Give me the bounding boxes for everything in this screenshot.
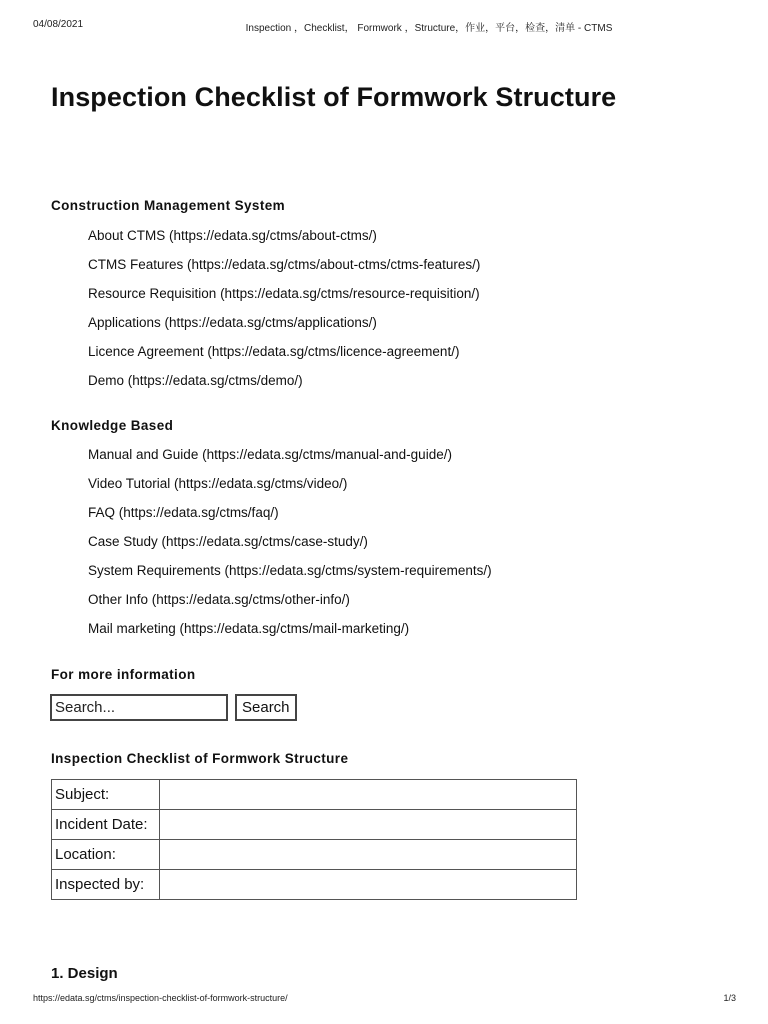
link-mail-marketing[interactable]: Mail marketing (https://edata.sg/ctms/mail-marketing/) [88, 621, 410, 636]
cms-link-list [88, 221, 480, 395]
link-licence-agreement[interactable]: Licence Agreement (https://edata.sg/ctms/licence-agreement/) [88, 344, 460, 359]
table-row [52, 870, 577, 900]
link-other-info[interactable]: Other Info (https://edata.sg/ctms/other-info/) [88, 592, 350, 607]
link-applications[interactable]: Applications (https://edata.sg/ctms/applications/) [88, 315, 377, 330]
search-input[interactable] [50, 694, 228, 721]
header-doc-title: Inspection ，Checklist， Formwork ，Structure，作业，平台，检查，清单 - CTMS [245, 23, 613, 34]
link-resource-requisition[interactable]: Resource Requisition (https://edata.sg/ctms/resource-requisition/) [88, 286, 480, 301]
table-row [52, 840, 577, 870]
link-faq[interactable]: FAQ (https://edata.sg/ctms/faq/) [88, 505, 279, 520]
link-manual-and-guide[interactable]: Manual and Guide (https://edata.sg/ctms/manual-and-guide/) [88, 447, 452, 462]
link-case-study[interactable]: Case Study (https://edata.sg/ctms/case-study/) [88, 534, 368, 549]
section-heading-knowledge: Knowledge Based [51, 418, 174, 433]
row-label-incident-date: Incident Date: [52, 810, 160, 840]
row-value-incident-date[interactable] [160, 810, 577, 840]
row-value-subject[interactable] [160, 780, 577, 810]
header-date: 04/08/2021 [33, 19, 84, 30]
row-label-location: Location: [52, 840, 160, 870]
table-row [52, 780, 577, 810]
row-label-subject: Subject: [52, 780, 160, 810]
table-row [52, 810, 577, 840]
row-value-inspected-by[interactable] [160, 870, 577, 900]
section-heading-checklist: Inspection Checklist of Formwork Structure [51, 751, 349, 766]
link-video-tutorial[interactable]: Video Tutorial (https://edata.sg/ctms/video/) [88, 476, 348, 491]
search-form [50, 694, 297, 721]
link-system-requirements[interactable]: System Requirements (https://edata.sg/ctms/system-requirements/) [88, 563, 492, 578]
link-demo[interactable]: Demo (https://edata.sg/ctms/demo/) [88, 373, 303, 388]
row-label-inspected-by: Inspected by: [52, 870, 160, 900]
page-title: Inspection Checklist of Formwork Structure [51, 82, 617, 112]
search-button[interactable]: Search [235, 694, 297, 721]
section-heading-more-info: For more information [51, 667, 196, 682]
link-ctms-features[interactable]: CTMS Features (https://edata.sg/ctms/about-ctms/ctms-features/) [88, 257, 481, 272]
footer-page-number: 1/3 [723, 993, 736, 1003]
design-heading: 1. Design [51, 965, 118, 982]
inspection-info-table [51, 779, 577, 900]
link-about-ctms[interactable]: About CTMS (https://edata.sg/ctms/about-ctms/) [88, 228, 377, 243]
knowledge-link-list [88, 440, 492, 643]
section-heading-cms: Construction Management System [51, 198, 286, 213]
row-value-location[interactable] [160, 840, 577, 870]
footer-url: https://edata.sg/ctms/inspection-checklist-of-formwork-structure/ [33, 993, 288, 1003]
